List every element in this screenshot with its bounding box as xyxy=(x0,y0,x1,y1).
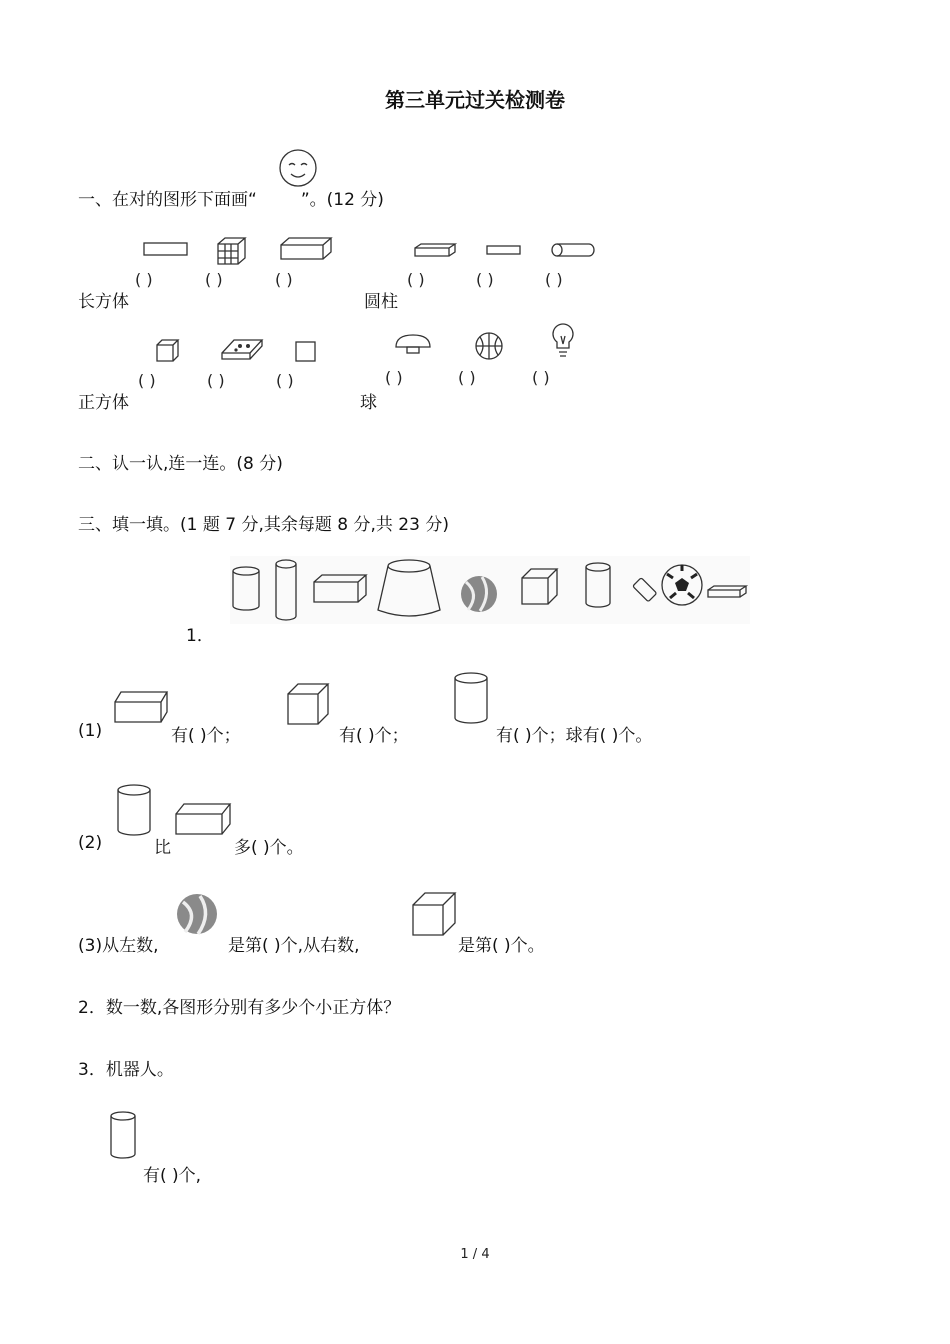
q1-3-mid[interactable]: 是第( )个,从右数, xyxy=(228,936,360,956)
thin-slab-icon xyxy=(413,242,457,258)
blank-9[interactable]: ( ) xyxy=(276,371,294,390)
blank-2[interactable]: ( ) xyxy=(205,270,223,289)
section-1-prefix: 一、在对的图形下面画“ xyxy=(78,190,257,210)
label-cylinder: 圆柱 xyxy=(364,292,398,312)
thin-bar-icon xyxy=(486,244,522,256)
cylinder-icon-2 xyxy=(116,783,152,837)
cube-icon xyxy=(286,682,332,726)
section-1-heading xyxy=(78,185,384,210)
label-sphere: 球 xyxy=(360,393,377,413)
blank-8[interactable]: ( ) xyxy=(207,371,225,390)
small-cube-icon xyxy=(155,338,181,364)
square-icon xyxy=(294,340,318,364)
shapes-strip-image xyxy=(230,556,750,624)
q1-1-answer-b[interactable]: 有( )个； xyxy=(339,726,409,746)
basketball-icon xyxy=(474,331,504,361)
blank-1[interactable]: ( ) xyxy=(135,270,153,289)
page-number: 1 / 4 xyxy=(460,1247,490,1262)
cube-icon-2 xyxy=(411,891,457,937)
flat-box-icon xyxy=(143,241,189,257)
q1-2-bi: 比 xyxy=(154,838,171,858)
q1-1-answer-a[interactable]: 有( )个； xyxy=(171,726,241,746)
striped-ball-icon xyxy=(176,893,220,937)
q1-3-end[interactable]: 是第( )个。 xyxy=(458,936,545,956)
q3-text: 3．机器人。 xyxy=(78,1060,174,1080)
cuboid-icon-2 xyxy=(174,802,232,836)
blank-4[interactable]: ( ) xyxy=(407,270,425,289)
label-cube: 正方体 xyxy=(78,393,129,413)
rubik-cube-icon xyxy=(216,236,248,266)
thick-box-icon xyxy=(279,236,335,262)
blank-7[interactable]: ( ) xyxy=(138,371,156,390)
smiley-face-icon xyxy=(278,148,318,188)
cylinder-icon xyxy=(453,671,489,725)
light-bulb-icon xyxy=(550,322,576,362)
q1-3-start: (3)从左数, xyxy=(78,936,159,956)
strip-ball xyxy=(461,576,497,612)
q1-2-num: (2) xyxy=(78,833,103,853)
q1-1-num: (1) xyxy=(78,721,103,741)
q2-text: 2．数一数,各图形分别有多少个小正方体？ xyxy=(78,998,401,1018)
blank-6[interactable]: ( ) xyxy=(545,270,563,289)
blank-10[interactable]: ( ) xyxy=(385,368,403,387)
blank-3[interactable]: ( ) xyxy=(275,270,293,289)
blank-12[interactable]: ( ) xyxy=(532,368,550,387)
q1-1-answer-c[interactable]: 有( )个；球有( )个。 xyxy=(496,726,653,746)
horizontal-cylinder-icon xyxy=(549,242,597,258)
blank-5[interactable]: ( ) xyxy=(476,270,494,289)
section-2-heading: 二、认一认,连一连。(8 分) xyxy=(78,454,283,474)
q3-answer[interactable]: 有( )个, xyxy=(143,1166,202,1186)
mushroom-cap-icon xyxy=(393,333,433,357)
section-3-heading: 三、填一填。(1 题 7 分,其余每题 8 分,共 23 分) xyxy=(78,515,449,535)
blank-11[interactable]: ( ) xyxy=(458,368,476,387)
section-1-suffix: ”。(12 分) xyxy=(300,190,384,210)
cuboid-icon xyxy=(113,690,169,724)
page-title: 第三单元过关检测卷 xyxy=(385,88,565,112)
dice-slab-icon xyxy=(220,337,264,363)
q1-2-answer[interactable]: 多( )个。 xyxy=(234,838,304,858)
q1-label: 1． xyxy=(186,626,214,646)
robot-cylinder-icon xyxy=(108,1110,138,1162)
label-cuboid: 长方体 xyxy=(78,292,129,312)
